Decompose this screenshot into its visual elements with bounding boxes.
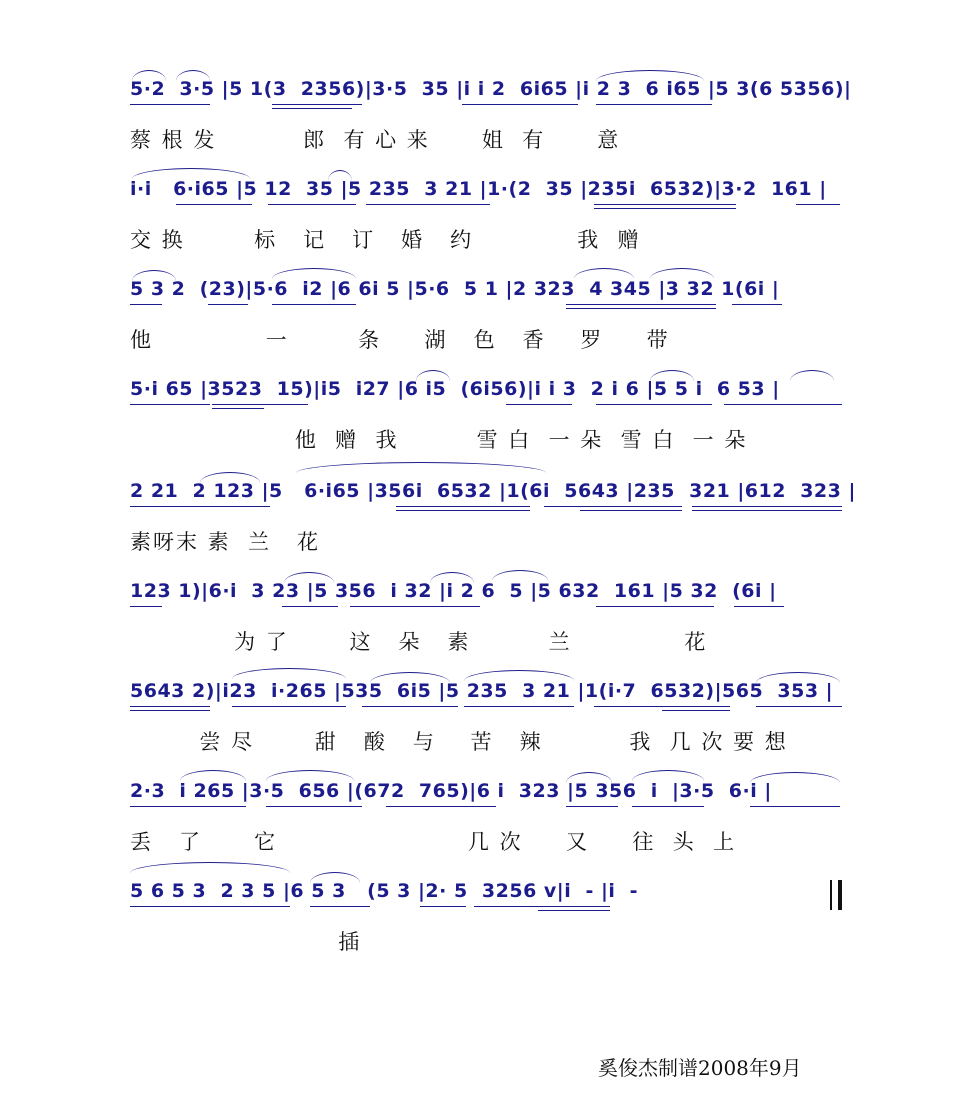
underline-double <box>538 910 610 911</box>
lyric-line: 丢 了 它 几 次 又 往 头 上 <box>130 830 737 854</box>
notation-line: 2 21 2 123 |5 6·i65 |356i 6532 |1(6i 5643 |235 321 |612 323 | <box>130 480 856 502</box>
underline <box>750 806 840 807</box>
underline <box>350 606 480 607</box>
underline <box>632 806 704 807</box>
underline <box>130 706 210 707</box>
notation-line: 5·2 3·5 |5 1(3 2356)|3·5 35 |i i 2 6i65 |i 2 3 6 i65 |5 3(6 5356)| <box>130 78 852 100</box>
arranger-credit: 奚俊杰制谱2008年9月 <box>598 1056 802 1080</box>
underline <box>282 606 338 607</box>
notation-line: i·i 6·i65 |5 12 35 |5 235 3 21 |1·(2 35 |235i 6532)|3·2 161 | <box>130 178 827 200</box>
lyric-line: 为 了 这 朵 素 兰 花 <box>130 630 708 654</box>
underline <box>176 204 252 205</box>
underline <box>594 204 736 205</box>
underline <box>130 404 210 405</box>
underline <box>732 304 782 305</box>
lyric-line: 他 一 条 湖 色 香 罗 带 <box>130 328 670 352</box>
underline <box>130 104 210 105</box>
final-barline-thick <box>838 880 842 910</box>
underline <box>386 806 496 807</box>
underline <box>130 506 270 507</box>
lyric-line: 蔡 根 发 郎 有 心 来 姐 有 意 <box>130 128 621 152</box>
score-row-8 <box>0 780 976 880</box>
underline-double <box>566 308 716 309</box>
underline-double <box>130 710 210 711</box>
underline <box>366 204 490 205</box>
underline <box>734 606 784 607</box>
underline <box>594 706 730 707</box>
underline <box>566 304 716 305</box>
underline <box>756 706 842 707</box>
score-row-9 <box>0 880 976 980</box>
notation-line: 2·3 i 265 |3·5 656 |(672 765)|6 i 323 |5 356 i |3·5 6·i | <box>130 780 772 802</box>
underline-double <box>396 510 530 511</box>
notation-line: 123 1)|6·i 3 23 |5 356 i 32 |i 2 6 5 |5 632 161 |5 32 (6i | <box>130 580 777 602</box>
underline-double <box>212 408 264 409</box>
underline-double <box>272 108 352 109</box>
underline-double <box>580 510 682 511</box>
underline <box>362 706 458 707</box>
final-barline-thin <box>830 880 832 910</box>
underline <box>266 806 362 807</box>
slur <box>132 70 166 81</box>
underline <box>212 404 308 405</box>
underline <box>420 906 466 907</box>
underline <box>310 906 370 907</box>
underline <box>464 706 574 707</box>
underline <box>596 404 712 405</box>
underline <box>596 606 714 607</box>
underline <box>130 906 290 907</box>
lyric-line: 插 <box>130 930 362 954</box>
notation-line: 5 3 2 (23)|5·6 i2 |6 6i 5 |5·6 5 1 |2 323 4 345 |3 32 1(6i | <box>130 278 780 300</box>
score-row-7 <box>0 680 976 780</box>
underline <box>130 606 162 607</box>
underline <box>544 506 682 507</box>
notation-line: 5·i 65 |3523 15)|i5 i27 |6 i5 (6i56)|i i 3 2 i 6 |5 5 i 6 53 | <box>130 378 780 400</box>
underline <box>232 706 346 707</box>
notation-line: 5 6 5 3 2 3 5 |6 5 3 (5 3 |2· 5 3256 v|i - |i - <box>130 880 639 902</box>
lyric-line: 交 换 标 记 订 婚 约 我 赠 <box>130 228 641 252</box>
underline <box>208 304 248 305</box>
underline <box>130 806 246 807</box>
underline <box>396 506 530 507</box>
score-row-3 <box>0 278 976 378</box>
lyric-line: 他 赠 我 雪 白 一 朵 雪 白 一 朵 <box>130 428 748 452</box>
underline <box>474 906 610 907</box>
underline <box>596 104 712 105</box>
lyric-line: 尝 尽 甜 酸 与 苦 辣 我 几 次 要 想 <box>130 730 788 754</box>
underline <box>724 404 842 405</box>
underline <box>796 204 840 205</box>
score-row-5 <box>0 480 976 580</box>
underline <box>272 304 356 305</box>
score-row-1 <box>0 78 976 178</box>
underline <box>268 204 356 205</box>
underline-double <box>662 710 730 711</box>
notation-line: 5643 2)|i23 i·265 |535 6i5 |5 235 3 21 |1(i·7 6532)|565 353 | <box>130 680 834 702</box>
slur <box>176 70 210 81</box>
slur <box>596 70 704 81</box>
underline <box>506 404 572 405</box>
lyric-line: 素呀末 素 兰 花 <box>130 530 321 554</box>
underline <box>692 506 842 507</box>
score-row-6 <box>0 580 976 680</box>
underline <box>462 104 578 105</box>
score-row-2 <box>0 178 976 278</box>
underline-double <box>594 208 736 209</box>
underline <box>272 104 362 105</box>
underline <box>566 806 618 807</box>
underline-double <box>692 510 842 511</box>
underline <box>130 304 162 305</box>
